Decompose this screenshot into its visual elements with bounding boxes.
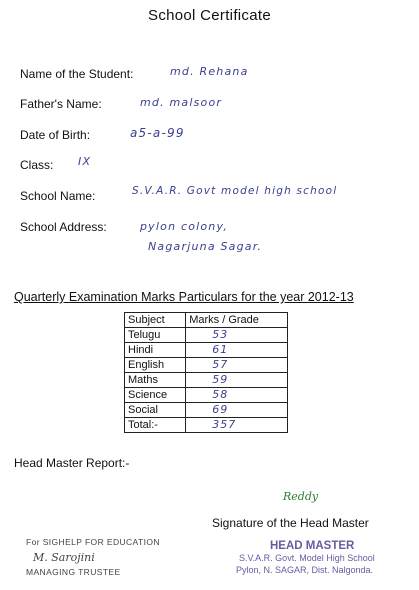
table-row bbox=[125, 418, 288, 433]
certificate-title: School Certificate bbox=[148, 7, 271, 24]
subject-cell: Total:- bbox=[125, 418, 186, 433]
class-label: Class: bbox=[20, 158, 54, 172]
marks-cell: 58 bbox=[186, 388, 288, 403]
marks-cell: 59 bbox=[186, 373, 288, 388]
marks-cell: 53 bbox=[186, 328, 288, 343]
footer-org: For SIGHELP FOR EDUCATION bbox=[26, 537, 160, 547]
stamp-address: Pylon, N. SAGAR, Dist. Nalgonda. bbox=[236, 565, 374, 575]
father-name-value: md. malsoor bbox=[140, 96, 223, 109]
table-row bbox=[125, 358, 288, 373]
head-master-report-label: Head Master Report:- bbox=[14, 456, 130, 470]
stamp-school: S.V.A.R. Govt. Model High School bbox=[239, 553, 375, 563]
footer-role: MANAGING TRUSTEE bbox=[26, 567, 121, 577]
stamp-title: HEAD MASTER bbox=[270, 540, 355, 552]
table-row bbox=[125, 403, 288, 418]
student-name-value: md. Rehana bbox=[170, 65, 249, 78]
marks-table bbox=[124, 312, 288, 433]
table-row bbox=[125, 343, 288, 358]
marks-cell: 57 bbox=[186, 358, 288, 373]
table-row bbox=[125, 373, 288, 388]
student-name-label: Name of the Student: bbox=[20, 67, 134, 81]
subject-cell: Social bbox=[125, 403, 186, 418]
subject-cell: Telugu bbox=[125, 328, 186, 343]
marks-header: Marks / Grade bbox=[186, 313, 288, 328]
dob-value: a5-a-99 bbox=[130, 126, 185, 140]
subject-cell: English bbox=[125, 358, 186, 373]
table-row bbox=[125, 388, 288, 403]
school-address-value: pylon colony, bbox=[140, 220, 229, 233]
dob-label: Date of Birth: bbox=[20, 128, 91, 142]
father-name-label: Father's Name: bbox=[20, 97, 102, 111]
school-name-label: School Name: bbox=[20, 189, 96, 203]
subject-cell: Maths bbox=[125, 373, 186, 388]
marks-cell: 69 bbox=[186, 403, 288, 418]
class-value: IX bbox=[78, 155, 92, 168]
marks-heading: Quarterly Examination Marks Particulars for the year 2012-13 bbox=[14, 290, 354, 304]
table-header-row bbox=[125, 313, 288, 328]
school-address-value-line2: Nagarjuna Sagar. bbox=[148, 240, 263, 253]
signature-text: Reddy bbox=[283, 490, 319, 503]
school-address-label: School Address: bbox=[20, 220, 107, 234]
subject-cell: Hindi bbox=[125, 343, 186, 358]
marks-cell: 61 bbox=[186, 343, 288, 358]
table-row bbox=[125, 328, 288, 343]
signature-label: Signature of the Head Master bbox=[212, 516, 369, 530]
subject-cell: Science bbox=[125, 388, 186, 403]
subject-header: Subject bbox=[125, 313, 186, 328]
school-name-value: S.V.A.R. Govt model high school bbox=[132, 185, 338, 197]
footer-signature: M. Sarojini bbox=[33, 551, 95, 564]
signature-scrawl bbox=[283, 487, 318, 505]
marks-cell: 357 bbox=[186, 418, 288, 433]
